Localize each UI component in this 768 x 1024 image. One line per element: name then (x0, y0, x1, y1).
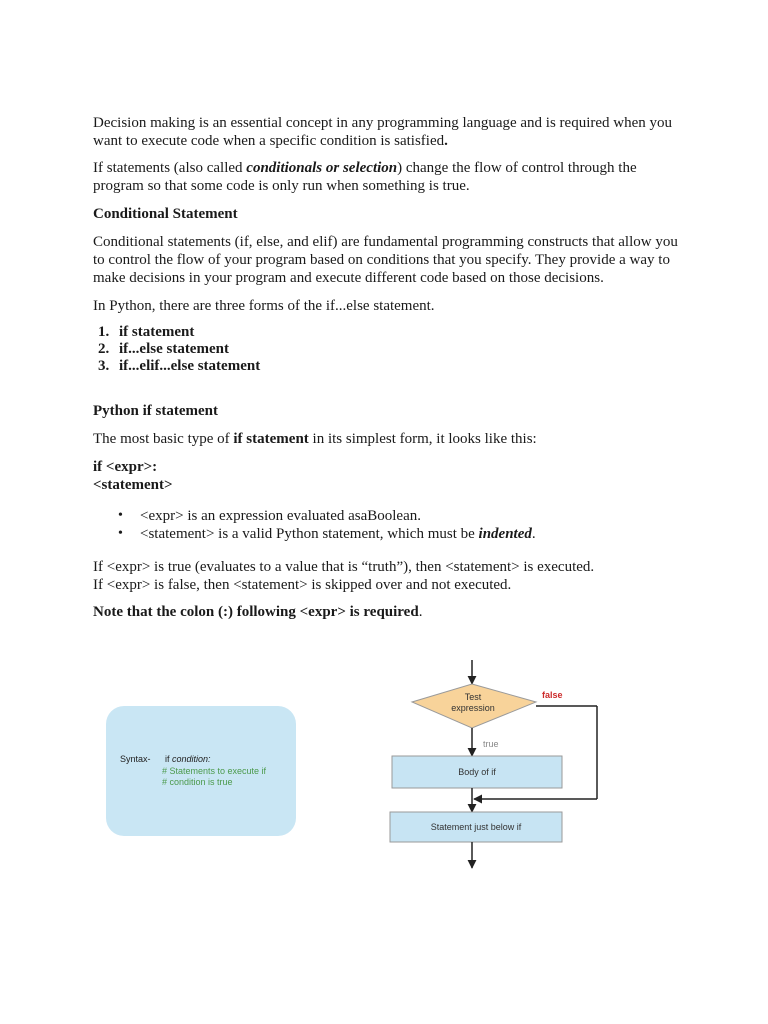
syntax-comment-2: # condition is true (162, 777, 233, 787)
test-label: Test (464, 692, 482, 702)
if-statement-figure (96, 656, 624, 876)
forms-intro: In Python, there are three forms of the if...else statement. (93, 298, 435, 314)
syntax-comment-1: # Statements to execute if (162, 766, 267, 776)
false-label: false (542, 690, 563, 700)
conditional-statement-paragraph: Conditional statements (if, else, and elif) are fundamental programming constructs that allow you to control the flow of your program based on conditions that you specify. They provide a way to make decisions in your program and execute different code based on those decisions. (93, 234, 678, 286)
syntax-if-line: if condition: (165, 754, 211, 764)
syntax-bullets (93, 507, 683, 543)
expression-label: expression (451, 703, 495, 713)
intro-paragraph: Decision making is an essential concept in any programming language and is required when you want to execute code when a specific condition is satisfied. (93, 115, 673, 149)
body-of-if-label: Body of if (458, 767, 496, 777)
true-false-explanation: If <expr> is true (evaluates to a value that is “truth”), then <statement> is executed. If <expr> is false, then <statement> is skipped over and not executed. (93, 559, 595, 593)
basic-if-intro: The most basic type of if statement in its simplest form, it looks like this: (93, 431, 537, 447)
list-item: 1. if statement (113, 324, 683, 341)
python-if-heading: Python if statement (93, 403, 218, 419)
list-item: • <statement> is a valid Python statement, which must be indented. (120, 525, 683, 543)
true-label: true (483, 739, 499, 749)
conditional-statement-heading: Conditional Statement (93, 206, 238, 222)
list-item: • <expr> is an expression evaluated asaBoolean. (120, 507, 683, 525)
syntax-label: Syntax- (120, 754, 151, 764)
if-statements-paragraph: If statements (also called conditionals or selection) change the flow of control through the program so that some code is only run when something is true. (93, 160, 637, 194)
statement-below-label: Statement just below if (430, 822, 522, 832)
list-item: 3. if...elif...else statement (113, 358, 683, 375)
forms-list (93, 324, 683, 375)
document-body (93, 114, 683, 621)
list-item: 2. if...else statement (113, 341, 683, 358)
if-syntax-code: if <expr>: <statement> (93, 459, 173, 493)
flowchart (96, 656, 624, 876)
colon-note: Note that the colon (:) following <expr> is required. (93, 604, 423, 620)
